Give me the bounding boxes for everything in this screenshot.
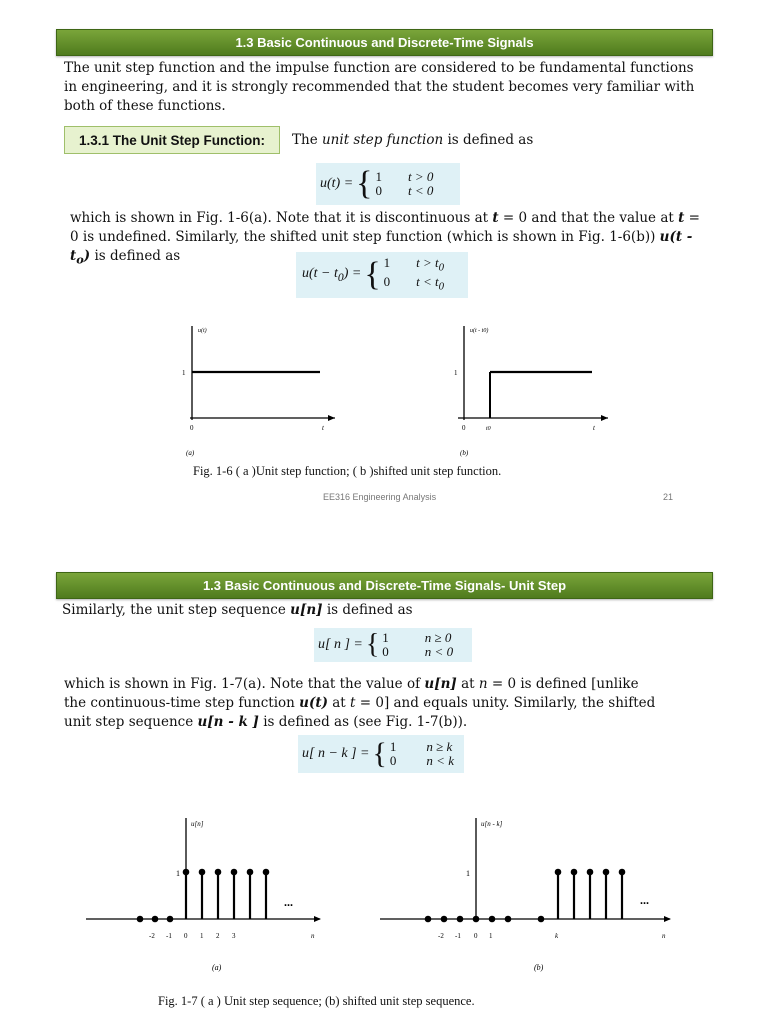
- plot-c-xvar: n: [311, 932, 315, 940]
- slide2-figure-caption: Fig. 1-7 ( a ) Unit step sequence; (b) shifted unit step sequence.: [158, 994, 475, 1008]
- f3-r1v: 1: [382, 630, 389, 645]
- plot-a-one: 1: [182, 369, 186, 377]
- plot-b-xvar: t: [593, 424, 595, 432]
- f4-r1v: 1: [389, 739, 397, 754]
- p2-t2: t: [678, 210, 685, 226]
- plot-d-k-label: k: [555, 932, 559, 940]
- plot-c-stems: [183, 869, 270, 919]
- f3-r2v: 0: [382, 644, 389, 659]
- plot-c-tick: -2: [149, 932, 155, 940]
- f4-r2c: n < k: [426, 753, 454, 768]
- s2p-f: is defined as (see Fig. 1-7(b)).: [258, 714, 468, 730]
- s2p-un: u[n]: [424, 676, 457, 692]
- s2-intro-un: u[n]: [290, 602, 323, 618]
- p2-usub: o: [76, 252, 84, 267]
- plot-unit-step: [170, 320, 340, 460]
- slide1-figure-caption: Fig. 1-6 ( a )Unit step function; ( b )shifted unit step function.: [193, 464, 502, 478]
- s2-intro-a: Similarly, the unit step sequence: [62, 602, 291, 618]
- plot-shifted-unit-step: [440, 320, 615, 460]
- f2-r1c: $t > t_0$: [416, 255, 445, 274]
- plot-c-tick: 2: [216, 932, 220, 940]
- plot-c-tick: 3: [232, 932, 236, 940]
- plot-c-tick: 1: [200, 932, 204, 940]
- def-pre: The: [292, 132, 322, 148]
- plot-c-tick: 0: [184, 932, 188, 940]
- plot-d-x-arrow: [664, 916, 671, 922]
- plot-d-one: 1: [466, 869, 470, 878]
- f1-r1c: t > 0: [408, 169, 434, 184]
- plot-c-one: 1: [176, 869, 180, 878]
- f3-r2c: n < 0: [424, 644, 454, 659]
- f1-lhs: u(t) =: [320, 176, 354, 191]
- plot-d-tick: -1: [455, 932, 461, 940]
- s2p-c: = 0 is defined [unlike the continuous-time step function: [64, 676, 639, 711]
- plot-c-tick: -1: [166, 932, 172, 940]
- f2-r2c: $t < t_0$: [416, 274, 445, 293]
- s2p-e: = 0] and equals unity. Similarly, the shifted unit step sequence: [64, 695, 656, 730]
- s2-intro-b: is defined as: [322, 602, 413, 618]
- p2-a: which is shown in Fig. 1-6(a). Note that it is discontinuous at: [70, 210, 493, 226]
- plot-d-ellipsis: ...: [640, 893, 649, 907]
- plot-c-ellipsis: ...: [284, 895, 293, 909]
- unit-step-sequence-formula: [314, 628, 472, 662]
- f3-brace: {: [365, 629, 380, 660]
- plot-a-x-arrow: [328, 415, 335, 421]
- slide2-paragraph: [64, 675, 664, 732]
- s2p-a: which is shown in Fig. 1-7(a). Note that the value of: [64, 676, 425, 692]
- s2p-b: at: [456, 676, 479, 692]
- plot-d-xvar: n: [662, 932, 666, 940]
- s2p-n: n: [478, 676, 488, 692]
- shifted-unit-step-formula: [296, 252, 468, 298]
- plot-b-tag: (b): [460, 449, 469, 457]
- f4-r1c: n ≥ k: [426, 739, 453, 754]
- plot-d-stems: [555, 869, 626, 919]
- plot-b-x-arrow: [601, 415, 608, 421]
- slide1-intro-paragraph: The unit step function and the impulse function are considered to be fundamental functions in engineering, and it is strongly recommended that the student becomes very familiar with both of these functions.: [64, 60, 695, 114]
- plot-c-x-arrow: [314, 916, 321, 922]
- f2-r2v: 0: [383, 274, 391, 289]
- plot-d-tick: -2: [438, 932, 444, 940]
- section-label-unit-step: 1.3.1 The Unit Step Function:: [64, 126, 280, 154]
- plot-a-tag: (a): [186, 449, 195, 457]
- p2-d: is defined as: [90, 248, 181, 264]
- s2p-d: at: [327, 695, 351, 711]
- s2p-t: t: [350, 695, 356, 711]
- plot-c-zero-sample: [167, 916, 174, 923]
- f2-r1v: 1: [383, 255, 391, 271]
- f1-r2v: 0: [375, 183, 382, 198]
- plot-b-ylabel: u(t - t0): [470, 328, 489, 334]
- plot-a-xvar: t: [322, 424, 324, 432]
- shifted-step-sequence-formula: [298, 735, 464, 773]
- plot-c-tag: (a): [212, 963, 222, 972]
- slide2-intro-line: [62, 601, 413, 620]
- plot-shifted-step-sequence: [378, 810, 678, 980]
- plot-b-zero: 0: [462, 424, 466, 432]
- footer-title: EE316 Engineering Analysis: [323, 492, 437, 502]
- p2-u: u(t - t: [70, 229, 693, 264]
- unit-step-definition-line: [292, 131, 533, 150]
- plot-d-tag: (b): [534, 963, 544, 972]
- plot-d-ylabel: u[n - k]: [481, 820, 503, 828]
- plot-a-zero: 0: [190, 424, 194, 432]
- slide1-title-banner: 1.3 Basic Continuous and Discrete-Time Signals: [56, 29, 713, 56]
- def-term: unit step function: [321, 132, 444, 148]
- plot-c-zero-sample: [137, 916, 144, 923]
- plot-a-ylabel: u(t): [198, 328, 207, 334]
- p2-uend: ): [83, 248, 91, 264]
- plot-d-tick: 0: [474, 932, 478, 940]
- f3-lhs: u[ n ] =: [318, 637, 363, 652]
- s2p-ut: u(t): [299, 695, 328, 711]
- plot-c-ylabel: u[n]: [191, 820, 204, 828]
- def-post: is defined as: [443, 132, 534, 148]
- unit-step-formula: [316, 163, 460, 205]
- slide2-title-banner: 1.3 Basic Continuous and Discrete-Time Signals- Unit Step: [56, 572, 713, 599]
- f1-r1v: 1: [375, 169, 382, 184]
- footer-page-number: 21: [663, 492, 674, 502]
- f4-lhs: u[ n − k ] =: [302, 746, 370, 761]
- p2-t1: t: [492, 210, 499, 226]
- plot-c-zero-sample: [152, 916, 159, 923]
- f4-brace: {: [372, 737, 387, 770]
- p2-b: = 0 and that the value at: [498, 210, 679, 226]
- f2-brace: {: [364, 256, 381, 293]
- plot-d-tick: 1: [489, 932, 493, 940]
- plot-unit-step-sequence: [84, 810, 329, 980]
- plot-b-one: 1: [454, 369, 458, 377]
- f1-brace: {: [356, 165, 373, 202]
- plot-b-shift: t0: [486, 426, 491, 432]
- f4-r2v: 0: [389, 753, 397, 768]
- f1-r2c: t < 0: [408, 183, 434, 198]
- f3-r1c: n ≥ 0: [424, 630, 452, 645]
- f2-lhs: $u(t - t_0)$ =: [302, 266, 362, 284]
- s2p-unk: u[n - k ]: [197, 714, 259, 730]
- p2-c: = 0 is undefined. Similarly, the shifted unit step function (which is shown in Fig. 1-6(b)): [70, 210, 700, 245]
